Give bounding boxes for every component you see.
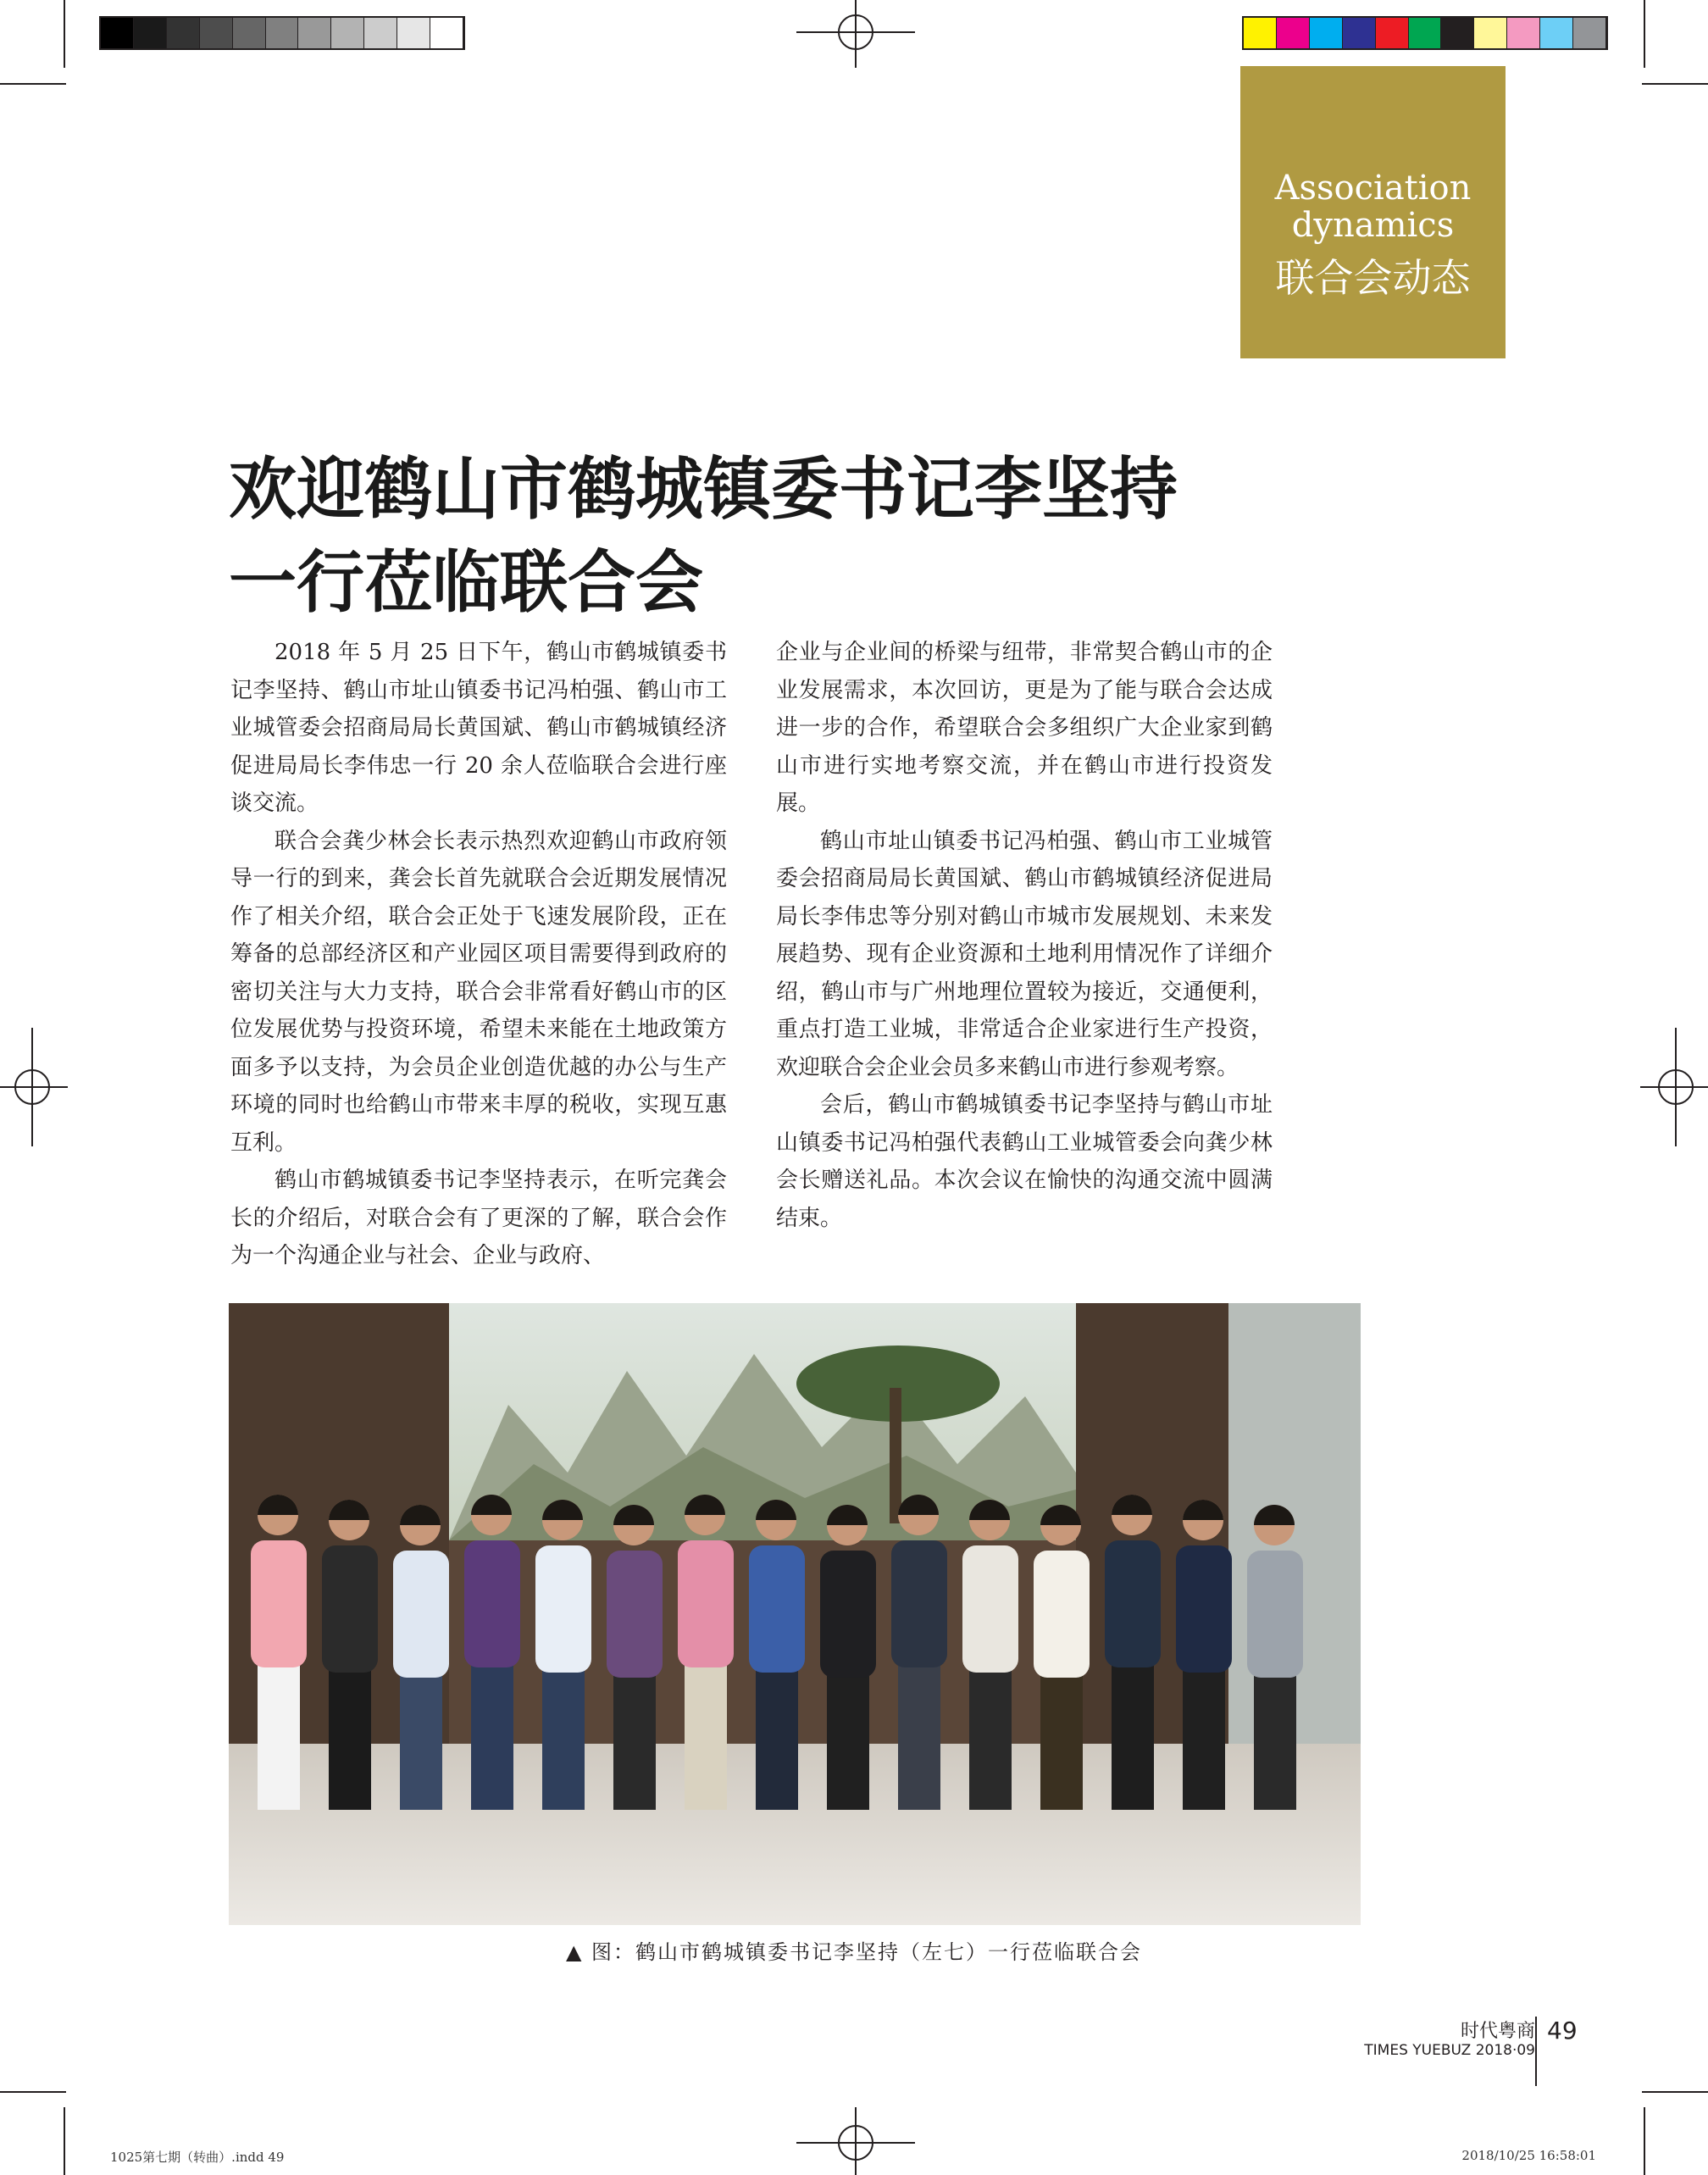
- color-swatch: [167, 18, 200, 48]
- color-bar: [1242, 16, 1608, 50]
- color-swatch: [1540, 18, 1573, 48]
- person-shirt: [820, 1551, 876, 1678]
- paragraph: 联合会龚少林会长表示热烈欢迎鹤山市政府领导一行的到来，龚会长首先就联合会近期发展情况作了相关介绍，联合会正处于飞速发展阶段，正在筹备的总部经济区和产业园区项目需要得到政府的密切关注与大力支持，联合会非常看好鹤山市的区位发展优势与投资环境，希望未来能在土地政策方面多予以支持，为会员企业创造优越的办公与生产环境的同时也给鹤山市带来丰厚的税收，实现互惠互利。: [230, 828, 727, 1156]
- person-pants: [1183, 1671, 1225, 1810]
- color-swatch: [1474, 18, 1507, 48]
- crop-mark: [64, 2107, 65, 2175]
- color-swatch: [266, 18, 299, 48]
- person-pants: [1254, 1676, 1296, 1810]
- person-shirt: [464, 1540, 520, 1667]
- title-line-1: 欢迎鹤山市鹤城镇委书记李坚持: [229, 449, 1178, 529]
- person-pants: [827, 1676, 869, 1810]
- crop-mark: [64, 0, 65, 68]
- person-shirt: [393, 1551, 449, 1678]
- person-shirt: [962, 1545, 1018, 1673]
- person-pants: [542, 1671, 585, 1810]
- person-shirt: [322, 1545, 378, 1673]
- section-english-line1: Association: [1274, 169, 1472, 208]
- person-pants: [258, 1666, 300, 1810]
- crop-mark: [1642, 83, 1708, 85]
- print-slug-filename: 1025第七期（转曲）.indd 49: [110, 2150, 285, 2165]
- color-swatch: [101, 18, 134, 48]
- section-header-box: [1240, 66, 1506, 358]
- registration-mark-icon: [0, 1028, 68, 1146]
- crop-mark: [1644, 0, 1645, 68]
- person-pants: [613, 1676, 656, 1810]
- person-shirt: [678, 1540, 734, 1667]
- color-swatch: [1244, 18, 1277, 48]
- registration-mark-icon: [796, 2107, 915, 2175]
- magazine-name-cn: 时代粤商: [1460, 2021, 1535, 2042]
- person-shirt: [1247, 1551, 1303, 1678]
- paragraph: 鹤山市鹤城镇委书记李坚持表示，在听完龚会长的介绍后，对联合会有了更深的了解，联合会作为一个沟通企业与社会、企业与政府、: [230, 1168, 727, 1268]
- crop-mark: [0, 2091, 66, 2093]
- photo-caption: ▲ 图：鹤山市鹤城镇委书记李坚持（左七）一行莅临联合会: [565, 1940, 1143, 1964]
- person-shirt: [251, 1540, 307, 1667]
- person-pants: [756, 1671, 798, 1810]
- registration-mark-icon: [1640, 1028, 1708, 1146]
- color-swatch: [430, 18, 463, 48]
- color-swatch: [1507, 18, 1540, 48]
- person-shirt: [1034, 1551, 1090, 1678]
- crop-mark: [1644, 2107, 1645, 2175]
- color-swatch: [233, 18, 266, 48]
- section-english-title: [1240, 169, 1506, 244]
- color-swatch: [331, 18, 364, 48]
- color-swatch: [134, 18, 167, 48]
- paragraph-continuation: 企业与企业间的桥梁与纽带，非常契合鹤山市的企业发展需求，本次回访，更是为了能与联合会达成进一步的合作，希望联合会多组织广大企业家到鹤山市进行实地考察交流，并在鹤山市进行投资发展。: [776, 640, 1273, 816]
- color-swatch: [1277, 18, 1310, 48]
- group-photo-illustration: [229, 1303, 1361, 1925]
- person-pants: [1112, 1666, 1154, 1810]
- person-shirt: [1176, 1545, 1232, 1673]
- person-shirt: [535, 1545, 591, 1673]
- article-title: [229, 442, 1330, 629]
- color-swatch: [397, 18, 430, 48]
- color-swatch: [364, 18, 397, 48]
- paragraph: 鹤山市址山镇委书记冯柏强、鹤山市工业城管委会招商局局长黄国斌、鹤山市鹤城镇经济促进局局长李伟忠等分别对鹤山市城市发展规划、未来发展趋势、现有企业资源和土地利用情况作了详细介绍，鹤山市与广州地理位置较为接近，交通便利，重点打造工业城，非常适合企业家进行生产投资，欢迎联合会企业会员多来鹤山市进行参观考察。: [776, 828, 1273, 1080]
- color-swatch: [1441, 18, 1474, 48]
- print-slug-timestamp: 2018/10/25 16:58:01: [1461, 2148, 1596, 2163]
- person-pants: [1040, 1676, 1083, 1810]
- section-english-line2: dynamics: [1291, 206, 1455, 245]
- person-pants: [969, 1671, 1012, 1810]
- color-swatch: [1573, 18, 1606, 48]
- paragraph: 2018 年 5 月 25 日下午，鹤山市鹤城镇委书记李坚持、鹤山市址山镇委书记冯柏强、鹤山市工业城管委会招商局局长黄国斌、鹤山市鹤城镇经济促进局局长李伟忠一行 20 余人莅临联合会进行座谈交流。: [230, 640, 727, 816]
- person-pants: [400, 1676, 442, 1810]
- footer-divider: [1535, 2017, 1537, 2086]
- person-shirt: [1105, 1540, 1161, 1667]
- person-pants: [329, 1671, 371, 1810]
- gray-step-bar: [99, 16, 465, 50]
- paragraph: 会后，鹤山市鹤城镇委书记李坚持与鹤山市址山镇委书记冯柏强代表鹤山工业城管委会向龚少林会长赠送礼品。本次会议在愉快的沟通交流中圆满结束。: [776, 1092, 1273, 1231]
- color-swatch: [298, 18, 331, 48]
- registration-mark-icon: [796, 0, 915, 68]
- color-swatch: [1343, 18, 1376, 48]
- section-chinese-title: 联合会动态: [1275, 255, 1471, 301]
- person-shirt: [607, 1551, 663, 1678]
- magazine-name-en: TIMES YUEBUZ 2018·09: [1364, 2042, 1535, 2059]
- crop-mark: [0, 83, 66, 85]
- person-pants: [685, 1666, 727, 1810]
- article-right-column: [776, 634, 1273, 1237]
- color-swatch: [1376, 18, 1409, 48]
- color-swatch: [1310, 18, 1343, 48]
- person-shirt: [891, 1540, 947, 1667]
- title-line-2: 一行莅临联合会: [229, 542, 703, 622]
- person-shirt: [749, 1545, 805, 1673]
- person-pants: [471, 1666, 513, 1810]
- crop-mark: [1642, 2091, 1708, 2093]
- group-photo: [229, 1303, 1361, 1925]
- article-left-column: [230, 634, 727, 1275]
- color-swatch: [1409, 18, 1442, 48]
- color-swatch: [200, 18, 233, 48]
- person-pants: [898, 1666, 940, 1810]
- page-number: 49: [1547, 2017, 1578, 2045]
